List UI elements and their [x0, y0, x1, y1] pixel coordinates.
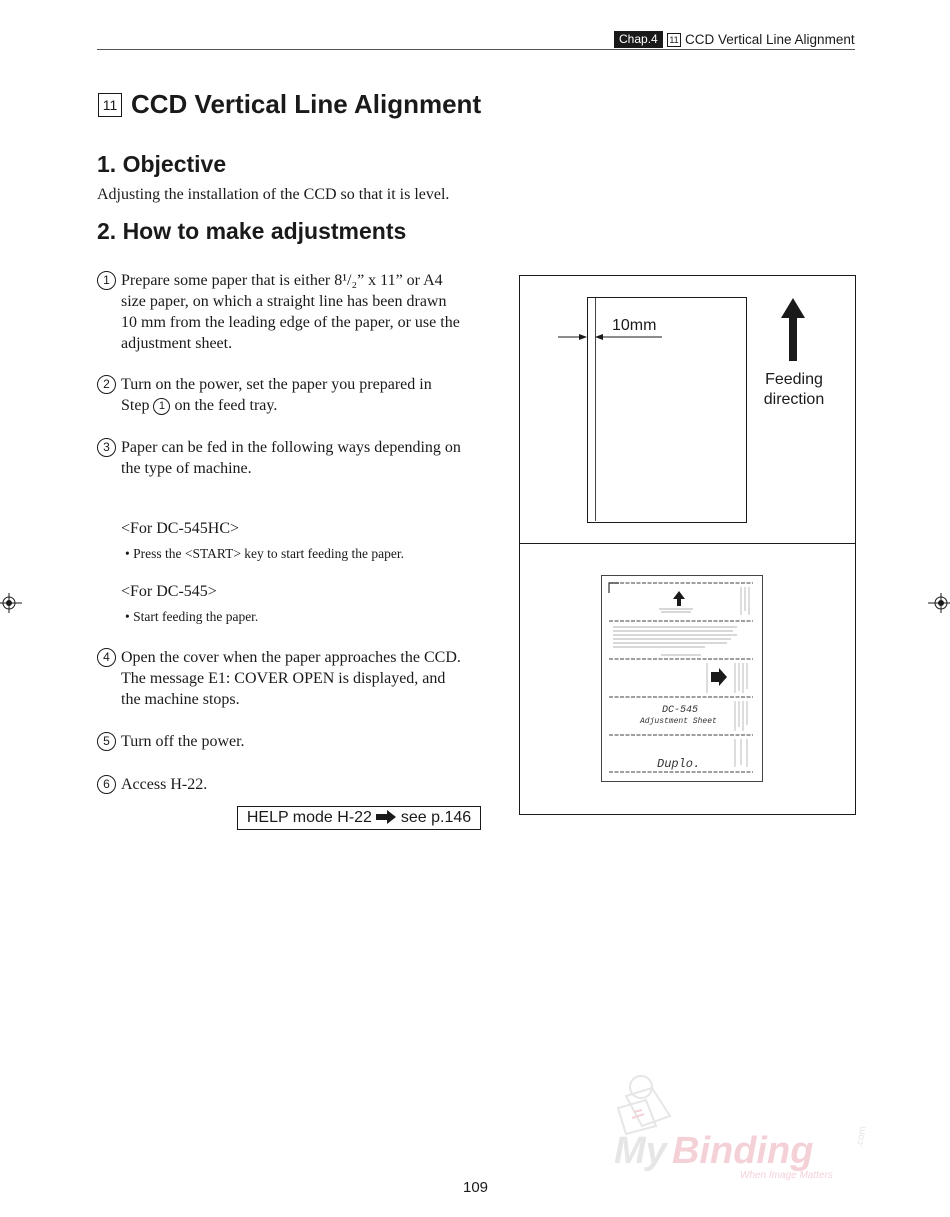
step-3-text — [121, 437, 489, 479]
help-reference-box — [237, 806, 481, 830]
page-number: 109 — [463, 1179, 489, 1196]
watermark-brand-b: Binding — [672, 1130, 814, 1172]
step-4-text — [121, 647, 489, 710]
help-reference-mode: HELP mode H-22 — [246, 809, 372, 826]
registration-mark-icon — [928, 592, 950, 614]
feed-direction-label — [752, 370, 836, 410]
step-1-text — [121, 270, 489, 354]
step-line: 10 mm from the leading edge of the paper, or use the — [121, 314, 460, 331]
how-heading: 2. How to make adjustments — [97, 218, 407, 244]
step-line-segment: Step — [121, 397, 154, 414]
machine-label-dc545hc: <For DC-545HC> — [121, 520, 240, 537]
adjustment-sheet-lines-icon — [601, 575, 761, 780]
step-number: 5 — [97, 732, 116, 751]
step-line: adjustment sheet. — [121, 335, 233, 352]
step-2-text — [121, 374, 489, 416]
objective-heading: 1. Objective — [97, 151, 227, 177]
step-line: Open the cover when the paper approaches the CCD. — [121, 649, 461, 666]
step-line: Paper can be fed in the following ways depending on — [121, 439, 461, 456]
header-rule — [97, 49, 855, 50]
figure-divider — [519, 543, 855, 544]
machine-label-dc545: <For DC-545> — [121, 583, 217, 600]
chapter-badge: Chap.4 — [614, 31, 663, 48]
step-5-text — [121, 731, 489, 752]
page-title: CCD Vertical Line Alignment — [131, 89, 482, 119]
watermark-tagline: When Image Matters — [740, 1170, 833, 1181]
step-reference: 1 — [153, 398, 170, 415]
step-line: The message E1: COVER OPEN is displayed, and — [121, 670, 446, 687]
step-line: size paper, on which a straight line has been drawn — [121, 293, 447, 310]
watermark-brand-a: My — [614, 1130, 667, 1172]
step-line: Turn off the power. — [121, 733, 245, 750]
title-section-number: 11 — [98, 93, 122, 117]
step-line-segment: on the feed tray. — [170, 397, 278, 414]
help-reference-page: see p.146 — [400, 809, 472, 826]
feed-label-line: Feeding — [765, 371, 823, 388]
dimension-label: 10mm — [612, 317, 657, 334]
feed-label-line: direction — [763, 391, 825, 408]
step-line — [121, 395, 489, 416]
sheet-title-label: Adjustment Sheet — [640, 717, 717, 726]
header-section-number: 11 — [667, 33, 681, 47]
header-section-title: CCD Vertical Line Alignment — [685, 32, 855, 47]
arrow-right-icon — [376, 810, 396, 824]
step-number: 2 — [97, 375, 116, 394]
registration-mark-icon — [0, 592, 22, 614]
machine-instruction-dc545: • Start feeding the paper. — [125, 609, 259, 624]
mybinding-watermark-logo — [612, 1068, 880, 1186]
machine-instruction-dc545hc: • Press the <START> key to start feeding the paper. — [125, 546, 405, 561]
objective-text: Adjusting the installation of the CCD so that it is level. — [97, 186, 450, 203]
step-number: 6 — [97, 775, 116, 794]
step-number: 3 — [97, 438, 116, 457]
step-line: the type of machine. — [121, 460, 252, 477]
sheet-model-label: DC-545 — [662, 705, 699, 716]
step-6-text — [121, 774, 489, 795]
step-line: Prepare some paper that is either 8¹/₂” x 11” or A4 — [121, 272, 443, 289]
step-line: the machine stops. — [121, 691, 240, 708]
sheet-brand-label: Duplo. — [657, 757, 701, 771]
step-number: 1 — [97, 271, 116, 290]
step-number: 4 — [97, 648, 116, 667]
step-line: Access H-22. — [121, 776, 208, 793]
step-line: Turn on the power, set the paper you prepared in — [121, 376, 432, 393]
feed-direction-arrow-icon — [780, 298, 806, 362]
watermark-suffix: .com — [854, 1125, 869, 1149]
